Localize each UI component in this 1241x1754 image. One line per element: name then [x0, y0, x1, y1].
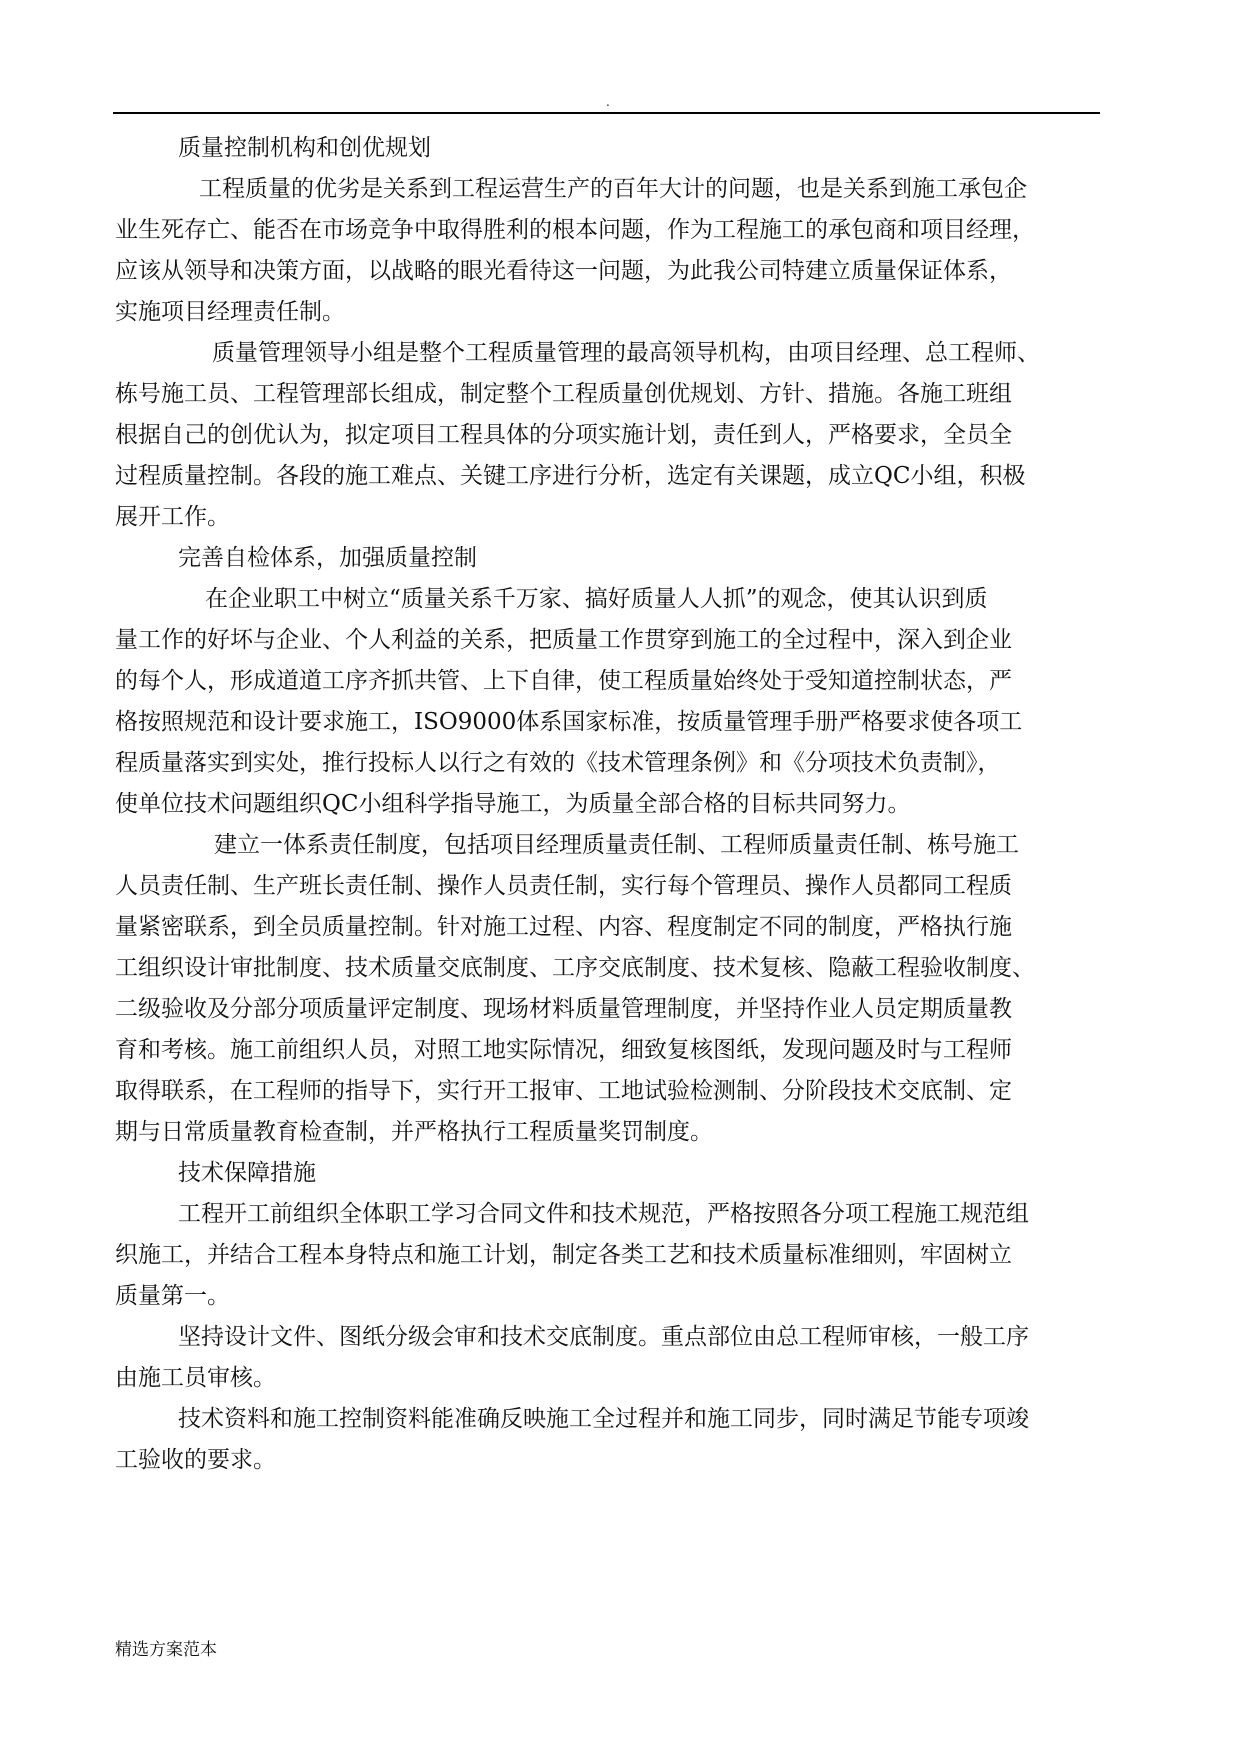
document-body [115, 128, 1110, 1481]
text-line: 业生死存亡、能否在市场竞争中取得胜利的根本问题，作为工程施工的承包商和项目经理， [115, 217, 1035, 243]
text-line: 程质量落实到实处，推行投标人以行之有效的《技术管理条例》和《分项技术负责制》， [115, 750, 1001, 776]
text-line: 工验收的要求。 [115, 1447, 276, 1473]
text-line: 质量第一。 [115, 1283, 230, 1309]
text-line: 二级验收及分部分项质量评定制度、现场材料质量管理制度，并坚持作业人员定期质量教 [115, 996, 1012, 1022]
text-line: 质量管理领导小组是整个工程质量管理的最高领导机构，由项目经理、总工程师、 [212, 340, 1040, 366]
header-rule [113, 112, 1100, 114]
section-heading: 质量控制机构和创优规划 [178, 135, 431, 161]
text-line: 根据自己的创优认为，拟定项目工程具体的分项实施计划，责任到人，严格要求，全员全 [115, 422, 1012, 448]
text-line: 工程质量的优劣是关系到工程运营生产的百年大计的问题，也是关系到施工承包企 [199, 176, 1027, 202]
header-mark: . [606, 95, 610, 109]
text-line: 展开工作。 [115, 504, 230, 530]
text-line: 量工作的好坏与企业、个人利益的关系，把质量工作贯穿到施工的全过程中，深入到企业 [115, 627, 1012, 653]
text-line: 在企业职工中树立“质量关系千万家、搞好质量人人抓”的观念，使其认识到质 [205, 586, 988, 612]
page-footer: 精选方案范本 [115, 1640, 217, 1660]
text-line: 织施工，并结合工程本身特点和施工计划，制定各类工艺和技术质量标准细则，牢固树立 [115, 1242, 1012, 1268]
text-line: 技术资料和施工控制资料能准确反映施工全过程并和施工同步，同时满足节能专项竣 [178, 1406, 1029, 1432]
text-line: 应该从领导和决策方面，以战略的眼光看待这一问题，为此我公司特建立质量保证体系， [115, 258, 1012, 284]
text-line: 使单位技术问题组织QC小组科学指导施工，为质量全部合格的目标共同努力。 [115, 791, 911, 817]
text-line: 格按照规范和设计要求施工，ISO9000体系国家标准，按质量管理手册严格要求使各项工 [115, 709, 1023, 735]
text-line: 建立一体系责任制度，包括项目经理质量责任制、工程师质量责任制、栋号施工 [214, 832, 1019, 858]
text-line: 坚持设计文件、图纸分级会审和技术交底制度。重点部位由总工程师审核，一般工序 [178, 1324, 1029, 1350]
section-heading: 技术保障措施 [178, 1160, 316, 1186]
text-line: 育和考核。施工前组织人员，对照工地实际情况，细致复核图纸，发现问题及时与工程师 [115, 1037, 1012, 1063]
text-line: 实施项目经理责任制。 [115, 299, 345, 325]
text-line: 的每个人，形成道道工序齐抓共管、上下自律，使工程质量始终处于受知道控制状态，严 [115, 668, 1012, 694]
text-line: 过程质量控制。各段的施工难点、关键工序进行分析，选定有关课题，成立QC小组，积极 [115, 463, 1026, 489]
text-line: 由施工员审核。 [115, 1365, 276, 1391]
text-line: 工程开工前组织全体职工学习合同文件和技术规范，严格按照各分项工程施工规范组 [178, 1201, 1029, 1227]
text-line: 期与日常质量教育检查制，并严格执行工程质量奖罚制度。 [115, 1119, 713, 1145]
text-line: 栋号施工员、工程管理部长组成，制定整个工程质量创优规划、方针、措施。各施工班组 [115, 381, 1012, 407]
text-line: 人员责任制、生产班长责任制、操作人员责任制，实行每个管理员、操作人员都同工程质 [115, 873, 1012, 899]
section-heading: 完善自检体系，加强质量控制 [178, 545, 477, 571]
text-line: 工组织设计审批制度、技术质量交底制度、工序交底制度、技术复核、隐蔽工程验收制度、 [115, 955, 1035, 981]
text-line: 量紧密联系，到全员质量控制。针对施工过程、内容、程度制定不同的制度，严格执行施 [115, 914, 1012, 940]
text-line: 取得联系，在工程师的指导下，实行开工报审、工地试验检测制、分阶段技术交底制、定 [115, 1078, 1012, 1104]
